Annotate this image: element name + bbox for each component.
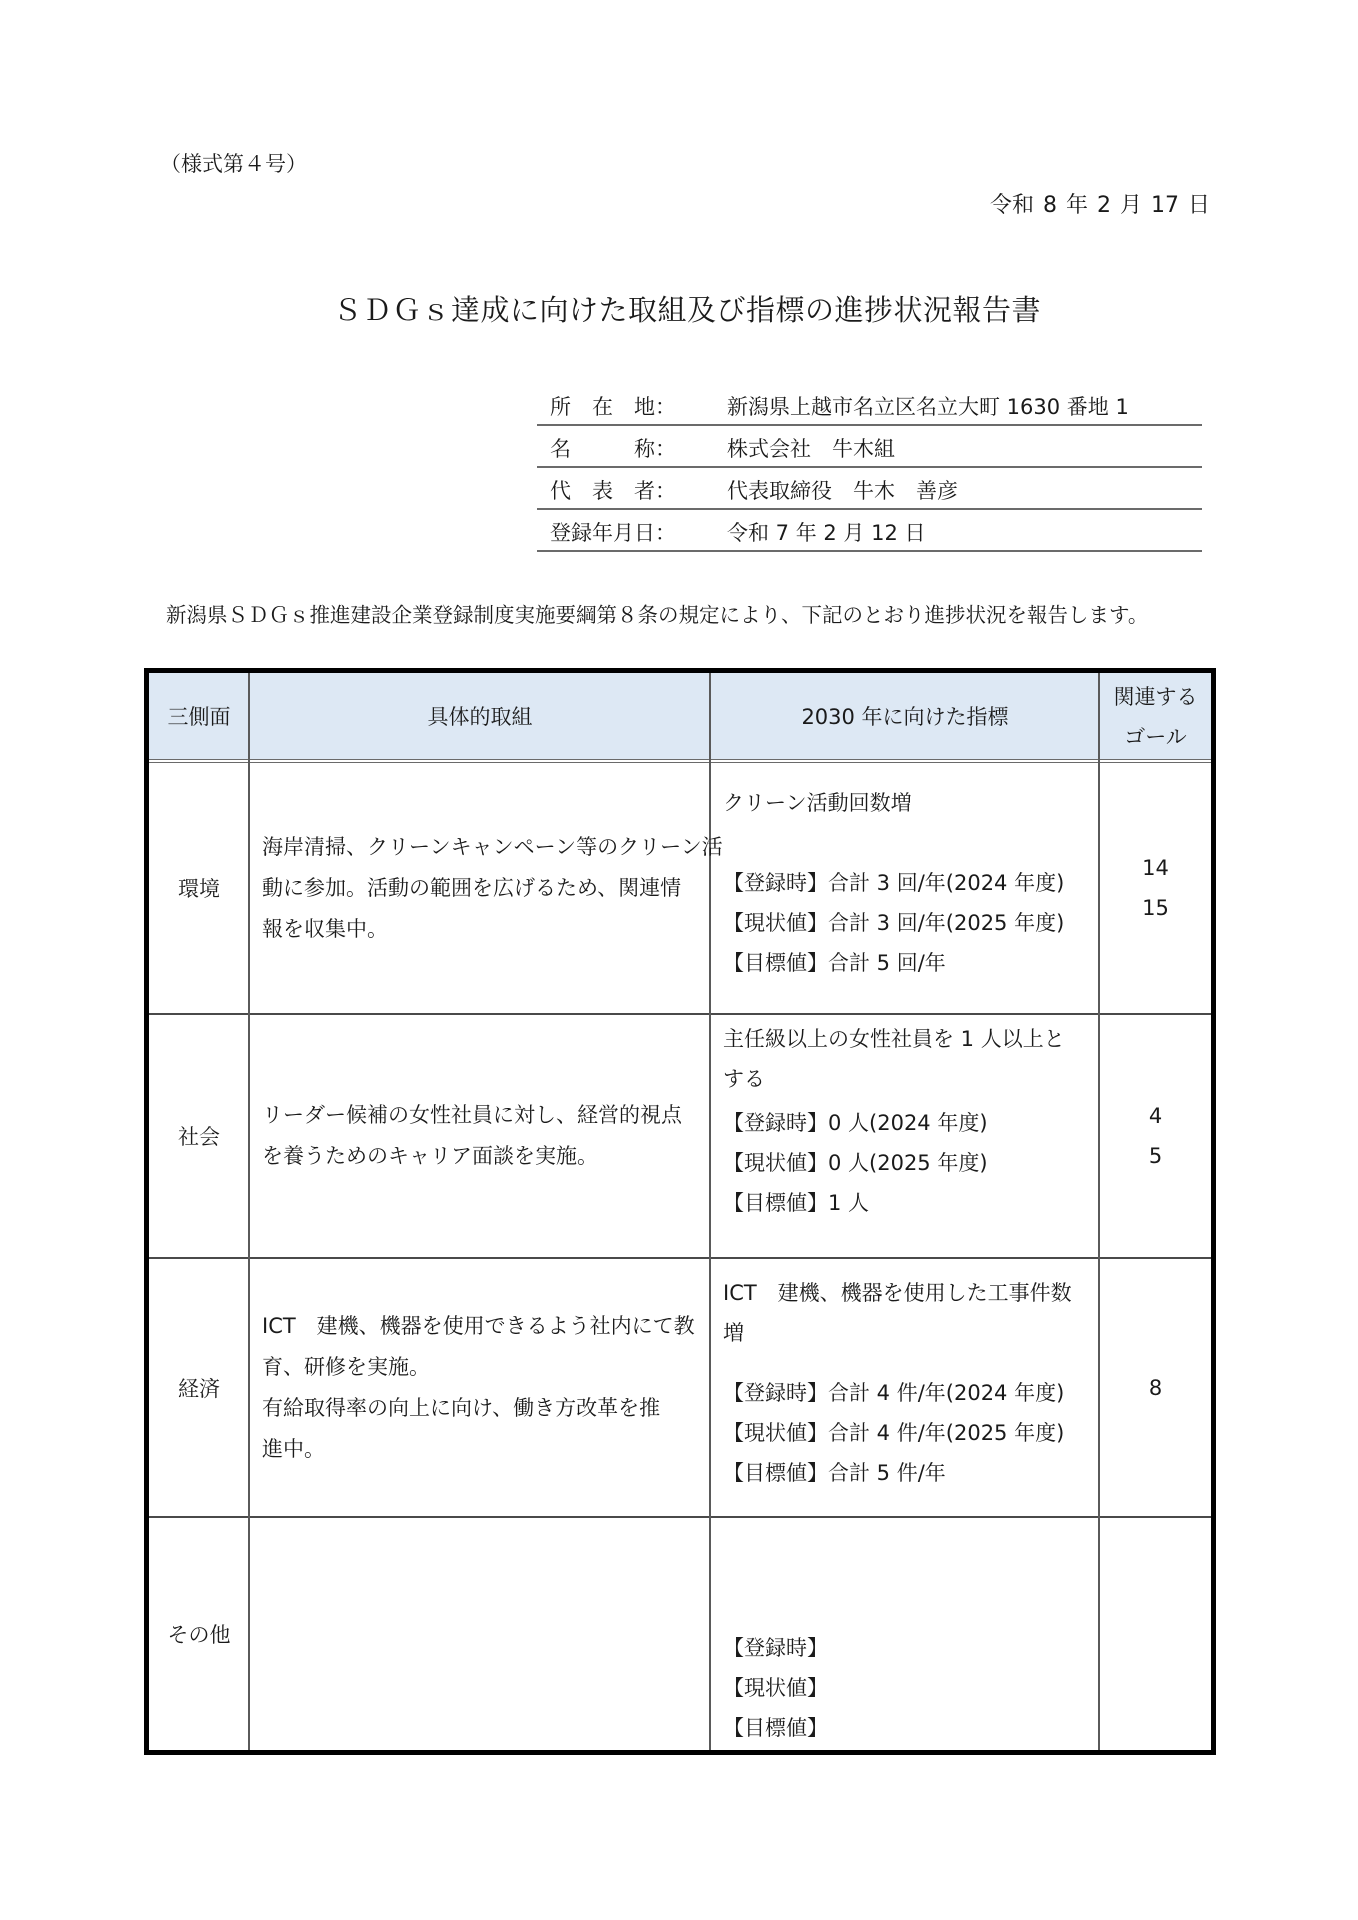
info-row-address [537, 384, 1202, 426]
page-title [0, 288, 1358, 329]
row-aspect-other: その他 [167, 1623, 231, 1647]
indicator-target: 【目標値】1 人 [723, 1191, 870, 1215]
row-initiative-society [250, 1015, 710, 1257]
row-aspect-society: 社会 [178, 1125, 220, 1149]
title-text: ＳＤＧｓ達成に向けた取組及び指標の進捗状況報告書 [332, 293, 1041, 327]
row-indicator-environment [711, 763, 1099, 1013]
initiative-line: 有給取得率の向上に向け、働き方改革を推 [262, 1395, 661, 1420]
indicator-current: 【現状値】合計 4 件/年(2025 年度) [723, 1421, 1065, 1445]
info-label-address: 所 在 地： [550, 395, 676, 419]
info-row-representative [537, 468, 1202, 510]
indicator-target: 【目標値】 [723, 1716, 828, 1740]
form-number: （様式第４号） [160, 152, 307, 176]
initiative-line: 動に参加。活動の範囲を広げるため、関連情 [262, 875, 682, 900]
indicator-title: する [723, 1067, 765, 1091]
progress-table [144, 668, 1216, 1755]
goal-number: 15 [1142, 896, 1169, 920]
initiative-line: 海岸清掃、クリーンキャンペーン等のクリーン活 [262, 834, 723, 859]
report-date: 令和 8 年 2 月 17 日 [990, 193, 1210, 218]
indicator-registered: 【登録時】合計 4 件/年(2024 年度) [723, 1381, 1065, 1405]
row-indicator-society [711, 1015, 1099, 1257]
row-aspect-environment: 環境 [178, 877, 220, 901]
indicator-current: 【現状値】合計 3 回/年(2025 年度) [723, 911, 1065, 935]
indicator-registered: 【登録時】 [723, 1636, 828, 1660]
indicator-title: ICT 建機、機器を使用した工事件数 [723, 1281, 1072, 1305]
indicator-current: 【現状値】 [723, 1676, 828, 1700]
info-label-name: 名 称： [550, 437, 676, 461]
header-goal-line1: 関連する [1113, 684, 1198, 709]
row-indicator-other [711, 1518, 1099, 1750]
row-goals-society [1100, 1015, 1211, 1257]
row-aspect-economy: 経済 [178, 1376, 220, 1401]
initiative-line: 進中。 [262, 1436, 325, 1461]
info-row-registration-date [537, 510, 1202, 552]
row-goals-other [1100, 1518, 1211, 1750]
header-indicator: 2030 年に向けた指標 [801, 704, 1009, 729]
info-row-name [537, 426, 1202, 468]
row-indicator-economy [711, 1259, 1099, 1516]
indicator-current: 【現状値】0 人(2025 年度) [723, 1151, 988, 1175]
indicator-target: 【目標値】合計 5 件/年 [723, 1461, 946, 1485]
row-initiative-economy [250, 1259, 710, 1516]
row-initiative-environment [250, 763, 723, 1013]
info-label-registration-date: 登録年月日： [550, 521, 676, 545]
initiative-line: ICT 建機、機器を使用できるよう社内にて教 [262, 1313, 695, 1338]
indicator-target: 【目標値】合計 5 回/年 [723, 951, 946, 975]
header-aspect: 三側面 [167, 704, 231, 729]
initiative-line: リーダー候補の女性社員に対し、経営的視点 [262, 1103, 682, 1127]
initiative-line: を養うためのキャリア面談を実施。 [262, 1144, 598, 1168]
initiative-line: 育、研修を実施。 [262, 1354, 430, 1379]
indicator-title: 増 [723, 1321, 744, 1345]
indicator-title: クリーン活動回数増 [723, 791, 912, 815]
row-goals-economy [1100, 1259, 1211, 1516]
info-value-registration-date: 令和 7 年 2 月 12 日 [727, 521, 926, 545]
info-value-address: 新潟県上越市名立区名立大町 1630 番地 1 [727, 395, 1129, 419]
header-goal [1100, 673, 1211, 760]
info-label-representative: 代 表 者： [550, 479, 676, 503]
goal-number: 4 [1148, 1104, 1163, 1128]
info-value-representative: 代表取締役 牛木 善彦 [727, 479, 958, 503]
indicator-title: 主任級以上の女性社員を 1 人以上と [723, 1027, 1065, 1051]
goal-number: 5 [1148, 1144, 1163, 1168]
intro-sentence: 新潟県ＳＤＧｓ推進建設企業登録制度実施要綱第８条の規定により、下記のとおり進捗状況を報告します。 [166, 603, 1149, 627]
goal-number: 8 [1148, 1375, 1163, 1400]
row-initiative-other [250, 1518, 710, 1750]
indicator-registered: 【登録時】0 人(2024 年度) [723, 1111, 988, 1135]
initiative-line: 報を収集中。 [262, 916, 388, 941]
header-goal-line2: ゴール [1124, 724, 1187, 749]
company-info [537, 384, 1202, 552]
header-initiative: 具体的取組 [427, 704, 533, 729]
info-value-name: 株式会社 牛木組 [727, 437, 895, 461]
indicator-registered: 【登録時】合計 3 回/年(2024 年度) [723, 871, 1065, 895]
goal-number: 14 [1142, 856, 1169, 880]
row-goals-environment [1100, 763, 1211, 1013]
